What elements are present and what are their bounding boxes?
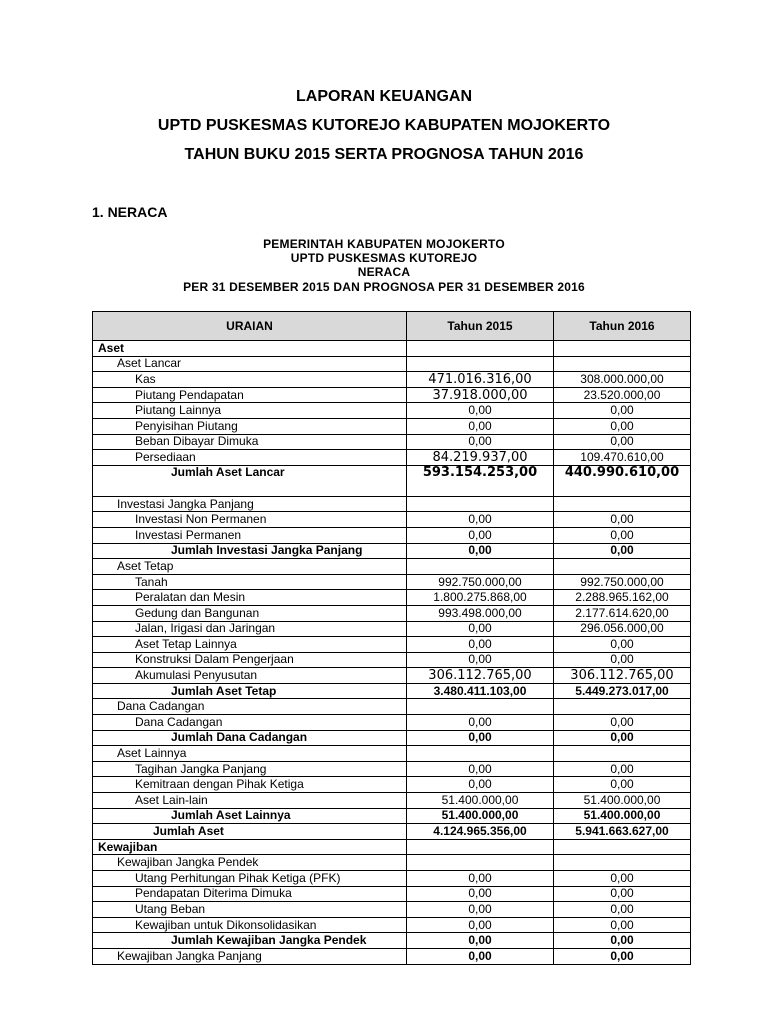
row-label: Aset — [93, 341, 407, 357]
row-label: Kas — [93, 372, 407, 388]
value-2015: 51.400.000,00 — [407, 808, 554, 824]
value-2015: 1.800.275.868,00 — [407, 590, 554, 606]
subtotal-row — [93, 808, 691, 824]
value-2015: 593.154.253,00 — [407, 465, 554, 496]
table-row — [93, 948, 691, 964]
value-2015: 0,00 — [407, 434, 554, 450]
value-2015 — [407, 855, 554, 871]
value-2015: 0,00 — [407, 933, 554, 949]
subtotal-row — [93, 543, 691, 559]
value-2015: 0,00 — [407, 418, 554, 434]
row-label: Investasi Non Permanen — [93, 512, 407, 528]
value-2016 — [554, 839, 691, 855]
value-2016: 0,00 — [554, 730, 691, 746]
table-row — [93, 699, 691, 715]
value-2015: 0,00 — [407, 886, 554, 902]
value-2016: 306.112.765,00 — [554, 668, 691, 684]
value-2015: 0,00 — [407, 652, 554, 668]
value-2016 — [554, 559, 691, 575]
value-2015 — [407, 699, 554, 715]
value-2015: 0,00 — [407, 777, 554, 793]
value-2016: 0,00 — [554, 715, 691, 731]
value-2016: 0,00 — [554, 777, 691, 793]
row-label: Aset Lainnya — [93, 746, 407, 762]
table-row — [93, 715, 691, 731]
row-label: Piutang Lainnya — [93, 403, 407, 419]
value-2016: 23.520.000,00 — [554, 387, 691, 403]
value-2015: 0,00 — [407, 715, 554, 731]
row-label: Peralatan dan Mesin — [93, 590, 407, 606]
table-row — [93, 761, 691, 777]
row-label: Investasi Permanen — [93, 527, 407, 543]
value-2015: 992.750.000,00 — [407, 574, 554, 590]
value-2015: 0,00 — [407, 871, 554, 887]
row-label: Jumlah Aset Lainnya — [93, 808, 407, 824]
table-row — [93, 590, 691, 606]
table-row — [93, 855, 691, 871]
row-label: Kemitraan dengan Pihak Ketiga — [93, 777, 407, 793]
value-2015: 0,00 — [407, 543, 554, 559]
value-2016 — [554, 356, 691, 372]
row-label: Akumulasi Penyusutan — [93, 668, 407, 684]
table-row — [93, 793, 691, 809]
statement-name: NERACA — [357, 265, 411, 279]
table-row — [93, 434, 691, 450]
column-header-uraian: URAIAN — [93, 312, 407, 341]
table-row — [93, 637, 691, 653]
value-2016 — [554, 746, 691, 762]
table-header-row — [93, 312, 691, 341]
row-label: Kewajiban — [93, 839, 407, 855]
table-row — [93, 559, 691, 575]
value-2016: 296.056.000,00 — [554, 621, 691, 637]
table-row — [93, 356, 691, 372]
value-2016: 0,00 — [554, 403, 691, 419]
value-2016: 0,00 — [554, 761, 691, 777]
row-label: Jalan, Irigasi dan Jaringan — [93, 621, 407, 637]
row-label: Tagihan Jangka Panjang — [93, 761, 407, 777]
value-2016: 5.941.663.627,00 — [554, 824, 691, 840]
table-row — [93, 777, 691, 793]
value-2015: 0,00 — [407, 948, 554, 964]
value-2015 — [407, 746, 554, 762]
value-2015: 0,00 — [407, 621, 554, 637]
row-label: Aset Lain-lain — [93, 793, 407, 809]
value-2015: 0,00 — [407, 403, 554, 419]
subtotal-row — [93, 933, 691, 949]
row-label: Penyisihan Piutang — [93, 418, 407, 434]
value-2016: 2.177.614.620,00 — [554, 605, 691, 621]
row-label: Tanah — [93, 574, 407, 590]
value-2016: 440.990.610,00 — [554, 465, 691, 496]
row-label: Piutang Pendapatan — [93, 387, 407, 403]
table-row — [93, 871, 691, 887]
value-2016: 0,00 — [554, 637, 691, 653]
value-2015: 4.124.965.356,00 — [407, 824, 554, 840]
table-row — [93, 418, 691, 434]
row-label: Kewajiban Jangka Panjang — [93, 948, 407, 964]
value-2015: 0,00 — [407, 637, 554, 653]
value-2016: 0,00 — [554, 902, 691, 918]
value-2016: 0,00 — [554, 917, 691, 933]
value-2015: 0,00 — [407, 761, 554, 777]
value-2016: 5.449.273.017,00 — [554, 683, 691, 699]
row-label: Dana Cadangan — [93, 699, 407, 715]
total-row — [93, 824, 691, 840]
report-title: LAPORAN KEUANGAN — [296, 88, 472, 105]
value-2016: 0,00 — [554, 434, 691, 450]
row-label: Utang Beban — [93, 902, 407, 918]
value-2015: 471.016.316,00 — [407, 372, 554, 388]
table-row — [93, 746, 691, 762]
row-label: Gedung dan Bangunan — [93, 605, 407, 621]
value-2015: 37.918.000,00 — [407, 387, 554, 403]
row-label: Utang Perhitungan Pihak Ketiga (PFK) — [93, 871, 407, 887]
value-2015: 0,00 — [407, 917, 554, 933]
table-row — [93, 668, 691, 684]
value-2016 — [554, 855, 691, 871]
row-label: Kewajiban untuk Dikonsolidasikan — [93, 917, 407, 933]
value-2015 — [407, 559, 554, 575]
value-2016: 0,00 — [554, 933, 691, 949]
unit-name: UPTD PUSKESMAS KUTOREJO — [290, 251, 478, 265]
row-label: Kewajiban Jangka Pendek — [93, 855, 407, 871]
value-2016: 0,00 — [554, 418, 691, 434]
table-row — [93, 450, 691, 466]
row-label: Aset Tetap Lainnya — [93, 637, 407, 653]
column-header-2015: Tahun 2015 — [407, 312, 554, 341]
table-row — [93, 527, 691, 543]
subtotal-row — [93, 683, 691, 699]
row-label: Investasi Jangka Panjang — [93, 496, 407, 512]
row-label: Aset Tetap — [93, 559, 407, 575]
value-2015: 0,00 — [407, 902, 554, 918]
value-2015 — [407, 839, 554, 855]
row-label: Persediaan — [93, 450, 407, 466]
value-2016: 51.400.000,00 — [554, 808, 691, 824]
report-subtitle: UPTD PUSKESMAS KUTOREJO KABUPATEN MOJOKERTO — [157, 117, 611, 134]
value-2015: 84.219.937,00 — [407, 450, 554, 466]
value-2015 — [407, 341, 554, 357]
value-2016: 0,00 — [554, 527, 691, 543]
table-row — [93, 902, 691, 918]
report-period: TAHUN BUKU 2015 SERTA PROGNOSA TAHUN 2016 — [184, 146, 584, 163]
table-row — [93, 372, 691, 388]
value-2016: 0,00 — [554, 543, 691, 559]
column-header-2016: Tahun 2016 — [554, 312, 691, 341]
row-label: Dana Cadangan — [93, 715, 407, 731]
value-2016: 992.750.000,00 — [554, 574, 691, 590]
value-2016: 308.000.000,00 — [554, 372, 691, 388]
table-row — [93, 605, 691, 621]
value-2016: 0,00 — [554, 871, 691, 887]
table-row — [93, 387, 691, 403]
row-label: Jumlah Aset Tetap — [93, 683, 407, 699]
value-2016: 109.470.610,00 — [554, 450, 691, 466]
row-label: Pendapatan Diterima Dimuka — [93, 886, 407, 902]
subtotal-row — [93, 730, 691, 746]
value-2015: 51.400.000,00 — [407, 793, 554, 809]
table-row — [93, 621, 691, 637]
value-2015: 0,00 — [407, 527, 554, 543]
row-label: Konstruksi Dalam Pengerjaan — [93, 652, 407, 668]
value-2015: 0,00 — [407, 512, 554, 528]
value-2016: 51.400.000,00 — [554, 793, 691, 809]
table-row — [93, 512, 691, 528]
value-2016 — [554, 699, 691, 715]
value-2016: 2.288.965.162,00 — [554, 590, 691, 606]
value-2015: 0,00 — [407, 730, 554, 746]
value-2015: 3.480.411.103,00 — [407, 683, 554, 699]
value-2016 — [554, 496, 691, 512]
subtotal-row — [93, 465, 691, 496]
value-2015: 993.498.000,00 — [407, 605, 554, 621]
table-row — [93, 574, 691, 590]
section-heading: 1. NERACA — [92, 204, 168, 220]
value-2016: 0,00 — [554, 886, 691, 902]
row-label: Beban Dibayar Dimuka — [93, 434, 407, 450]
row-label: Jumlah Dana Cadangan — [93, 730, 407, 746]
table-row — [93, 917, 691, 933]
value-2015 — [407, 356, 554, 372]
balance-sheet-table — [92, 311, 691, 965]
table-row — [93, 652, 691, 668]
value-2016: 0,00 — [554, 512, 691, 528]
table-row — [93, 886, 691, 902]
value-2015 — [407, 496, 554, 512]
row-label: Jumlah Aset Lancar — [93, 465, 407, 496]
row-label: Jumlah Investasi Jangka Panjang — [93, 543, 407, 559]
table-row — [93, 496, 691, 512]
table-row — [93, 403, 691, 419]
row-label: Jumlah Kewajiban Jangka Pendek — [93, 933, 407, 949]
value-2015: 306.112.765,00 — [407, 668, 554, 684]
row-label: Aset Lancar — [93, 356, 407, 372]
government-name: PEMERINTAH KABUPATEN MOJOKERTO — [263, 237, 505, 251]
value-2016 — [554, 341, 691, 357]
value-2016: 0,00 — [554, 652, 691, 668]
value-2016: 0,00 — [554, 948, 691, 964]
statement-date: PER 31 DESEMBER 2015 DAN PROGNOSA PER 31 DESEMBER 2016 — [183, 280, 585, 294]
table-row — [93, 839, 691, 855]
table-row — [93, 341, 691, 357]
row-label: Jumlah Aset — [93, 824, 407, 840]
